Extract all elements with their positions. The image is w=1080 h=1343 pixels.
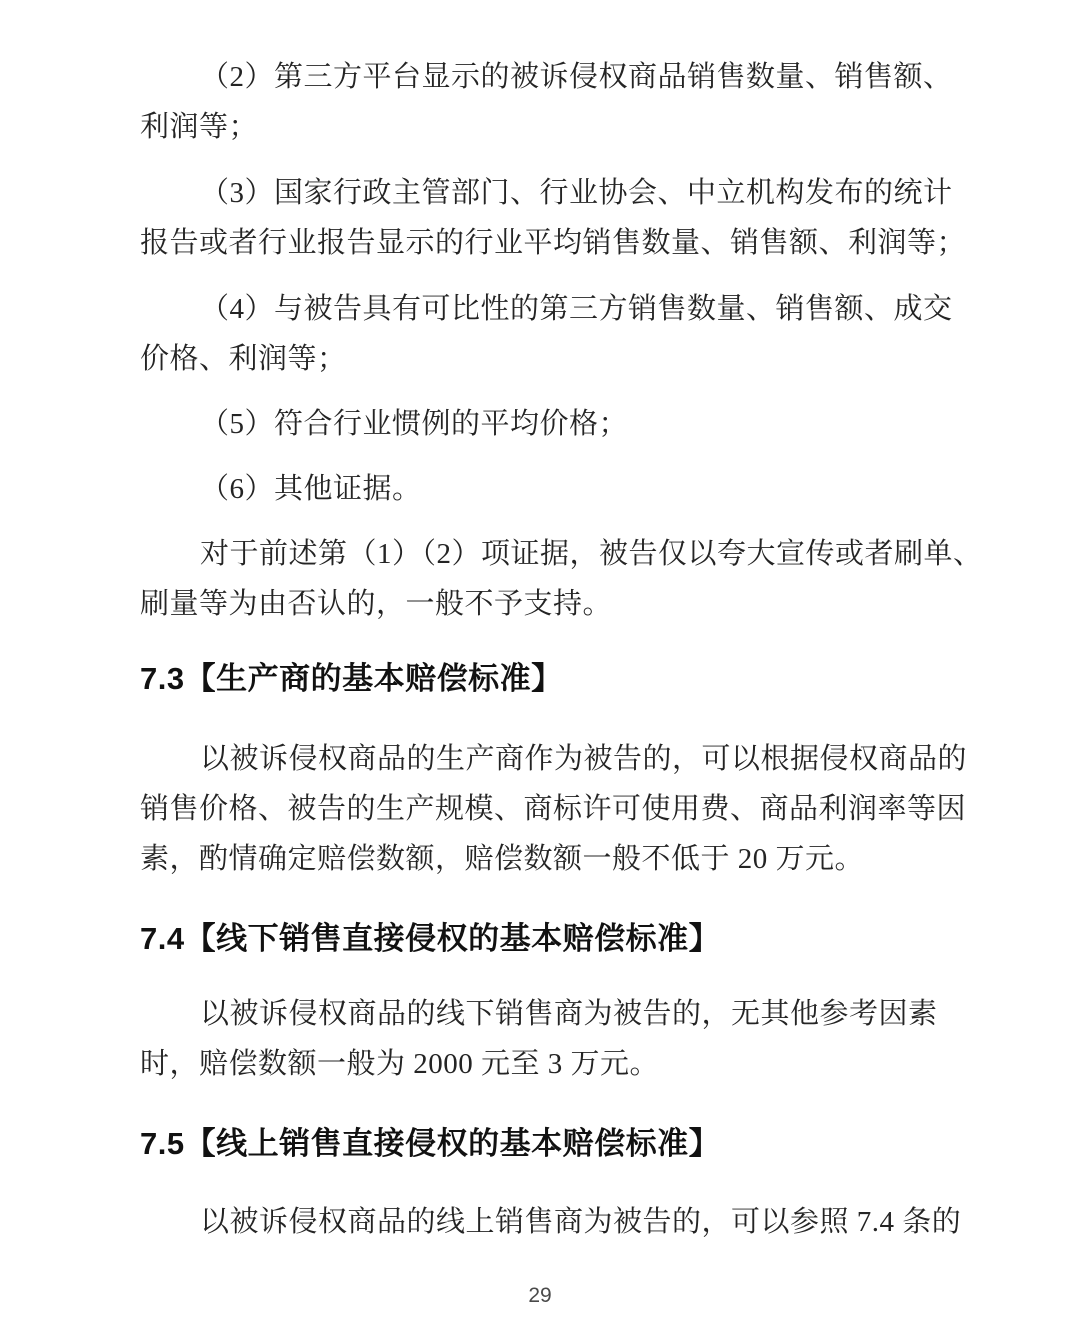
text-line: （6）其他证据。 bbox=[200, 473, 422, 505]
evidence-item-2 bbox=[140, 52, 960, 152]
text-line: 以被诉侵权商品的线上销售商为被告的，可以参照 7.4 条的 bbox=[200, 1206, 962, 1238]
section-heading-7-3: 7.3【生产商的基本赔偿标准】 bbox=[140, 661, 563, 696]
section-heading-7-4: 7.4【线下销售直接侵权的基本赔偿标准】 bbox=[140, 921, 721, 956]
section-7-5-paragraph bbox=[140, 1197, 960, 1247]
text-line: （4）与被告具有可比性的第三方销售数量、销售额、成交 bbox=[200, 293, 953, 325]
evidence-item-4 bbox=[140, 284, 960, 384]
text-line: 对于前述第（1）（2）项证据，被告仅以夸大宣传或者刷单、 bbox=[200, 538, 983, 570]
evidence-item-3 bbox=[140, 168, 967, 268]
text-line: 价格、利润等； bbox=[140, 343, 347, 375]
text-line: （2）第三方平台显示的被诉侵权商品销售数量、销售额、 bbox=[200, 61, 953, 93]
text-line: 销售价格、被告的生产规模、商标许可使用费、商品利润率等因 bbox=[140, 793, 967, 825]
page-number: 29 bbox=[528, 1284, 552, 1307]
text-line: （3）国家行政主管部门、行业协会、中立机构发布的统计 bbox=[200, 177, 953, 209]
section-7-4-paragraph bbox=[140, 989, 960, 1089]
text-line: 以被诉侵权商品的线下销售商为被告的，无其他参考因素 bbox=[200, 998, 938, 1030]
text-line: 利润等； bbox=[140, 111, 259, 143]
text-line: 以被诉侵权商品的生产商作为被告的，可以根据侵权商品的 bbox=[200, 743, 968, 775]
evidence-item-6 bbox=[140, 464, 960, 514]
text-line: （5）符合行业惯例的平均价格； bbox=[200, 408, 629, 440]
text-line: 刷量等为由否认的，一般不予支持。 bbox=[140, 588, 613, 620]
evidence-item-5 bbox=[140, 399, 960, 449]
section-heading-7-5: 7.5【线上销售直接侵权的基本赔偿标准】 bbox=[140, 1126, 721, 1161]
evidence-note-paragraph bbox=[140, 529, 983, 629]
section-7-3-paragraph bbox=[140, 734, 968, 884]
text-line: 素，酌情确定赔偿数额，赔偿数额一般不低于 20 万元。 bbox=[140, 843, 865, 875]
text-line: 报告或者行业报告显示的行业平均销售数量、销售额、利润等； bbox=[140, 227, 967, 259]
text-line: 时，赔偿数额一般为 2000 元至 3 万元。 bbox=[140, 1048, 660, 1080]
